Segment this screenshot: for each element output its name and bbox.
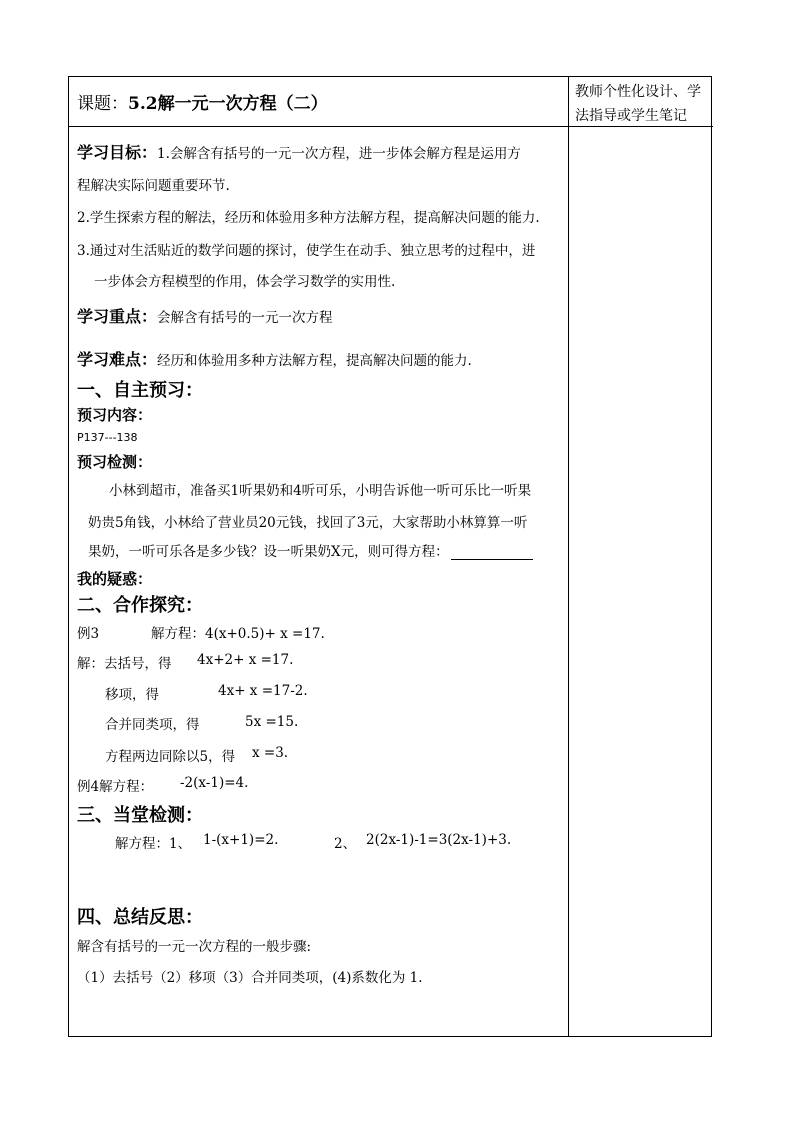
goals-text3: 3.通过对生活贴近的数学问题的探讨，使学生在动手、独立思考的过程中，进 [77, 243, 536, 259]
column-divider [568, 77, 569, 1036]
lesson-table [68, 76, 712, 1037]
preview-content-label: 预习内容： [77, 406, 153, 424]
goals-text1b: 程解决实际问题重要环节. [77, 178, 230, 194]
difficulty-label: 学习难点： [77, 350, 158, 369]
row-divider-left [69, 126, 568, 127]
step3-equation: 5x =15. [245, 714, 299, 730]
step3-label: 合并同类项，得 [105, 717, 200, 733]
problem-line3 [88, 540, 533, 560]
step1-label: 解：去括号，得 [77, 656, 172, 672]
difficulty-text: 经历和体验用多种方法解方程，提高解决问题的能力. [157, 353, 472, 369]
notes-column-header: 教师个性化设计、学法指导或学生笔记 [575, 84, 701, 124]
exercise2-equation: 2(2x-1)-1=3(2x-1)+3. [366, 832, 512, 848]
goals-text2: 2.学生探索方程的解法，经历和体验用多种方法解方程，提高解决问题的能力. [77, 210, 540, 226]
difficulty [77, 347, 472, 370]
title-text: 5.2解一元一次方程（二） [128, 94, 328, 114]
preview-check-label: 预习检测： [77, 453, 153, 471]
section1-heading: 一、自主预习： [77, 380, 203, 401]
example3-label: 例3 [77, 626, 100, 642]
problem-line3-text: 果奶，一听可乐各是多少钱？设一听果奶X元，则可得方程： [88, 544, 449, 560]
example4-equation: -2(x-1)=4. [180, 775, 249, 791]
key-point [77, 304, 333, 327]
goals-text1: 1.会解含有括号的一元一次方程，进一步体会解方程是运用方 [157, 146, 521, 162]
step4-equation: x =3. [252, 745, 289, 761]
section2-heading: 二、合作探究： [77, 595, 203, 616]
exercise-label: 解方程：1、 [115, 836, 192, 852]
section3-heading: 三、当堂检测： [77, 805, 203, 826]
title-prefix: 课题： [77, 94, 128, 114]
summary-line1: 解含有括号的一元一次方程的一般步骤: [77, 939, 312, 955]
problem-line1: 小林到超市，准备买1听果奶和4听可乐，小明告诉他一听可乐比一听果 [109, 483, 532, 499]
example3-task: 解方程：4(x+0.5)+ x =17. [151, 626, 325, 642]
step4-label: 方程两边同除以5，得 [105, 749, 236, 765]
exercise2-number: 2、 [334, 836, 357, 852]
section4-heading: 四、总结反思： [77, 907, 203, 928]
step1-equation: 4x+2+ x =17. [197, 652, 294, 668]
preview-pages: P137---138 [77, 431, 138, 444]
goals-line1 [77, 140, 521, 163]
step2-equation: 4x+ x =17-2. [218, 683, 308, 699]
problem-line2: 奶贵5角钱，小林给了营业员20元钱，找回了3元，大家帮助小林算算一听 [88, 515, 528, 531]
example4-label: 例4解方程： [77, 779, 154, 795]
summary-line2: （1）去括号（2）移项（3）合并同类项，(4)系数化为 1. [77, 970, 423, 986]
step2-label: 移项，得 [105, 687, 159, 703]
lesson-title [77, 89, 328, 114]
goals-label: 学习目标： [77, 143, 158, 162]
doubt-label: 我的疑惑： [77, 570, 153, 588]
answer-blank[interactable] [451, 545, 533, 560]
goals-text3b: 一步体会方程模型的作用，体会学习数学的实用性. [94, 274, 396, 290]
key-point-text: 会解含有括号的一元一次方程 [157, 310, 333, 326]
exercise1-equation: 1-(x+1)=2. [203, 832, 279, 848]
key-point-label: 学习重点： [77, 307, 158, 326]
